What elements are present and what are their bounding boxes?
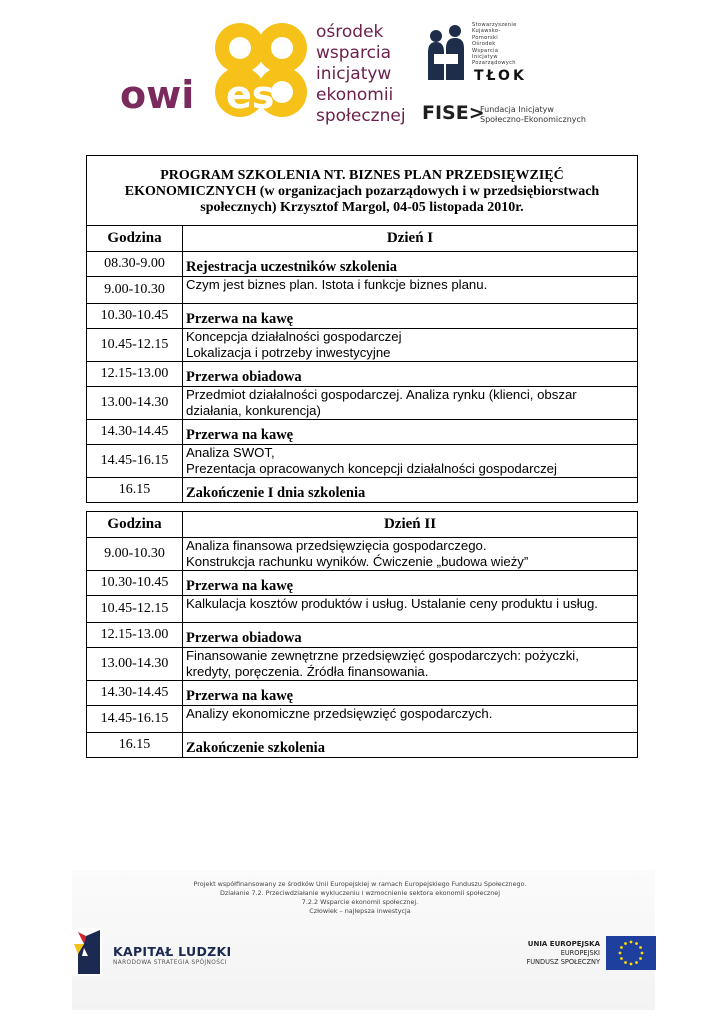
schedule-row xyxy=(87,277,638,304)
owies-logo-mark xyxy=(118,14,318,126)
schedule-row-break xyxy=(87,571,638,596)
description-line: Przerwa na kawę xyxy=(186,311,294,327)
schedule-row xyxy=(87,648,638,681)
description-line: Konstrukcja rachunku wyników. Ćwiczenie „budowa wieży” xyxy=(186,554,529,569)
break-label xyxy=(183,733,638,758)
time-slot: 9.00-10.30 xyxy=(87,538,183,571)
break-label xyxy=(183,252,638,277)
time-slot: 08.30-9.00 xyxy=(87,252,183,277)
time-slot: 12.15-13.00 xyxy=(87,623,183,648)
eu-star-icon xyxy=(639,946,642,949)
break-label xyxy=(183,478,638,503)
description-line: Analizy ekonomiczne przedsięwzięć gospodarczych. xyxy=(186,706,493,721)
funding-note: Projekt współfinansowany ze środków Unii Europejskiej w ramach Europejskiego Funduszu Społecznego. Działanie 7.2. Przeciwdziałanie wykluczeniu i wzmocnienie sektora ekonomii społecznej 7.2.2 Wsparcie ekonomii społecznej. Człowiek – najlepsza inwestycja xyxy=(193,880,527,915)
description-line: Zakończenie szkolenia xyxy=(186,740,325,756)
eu-star-icon xyxy=(639,957,642,960)
fise-name: Fundacja Inicjatyw Społeczno-Ekonomicznych xyxy=(480,105,586,124)
fise-logo xyxy=(422,102,602,132)
description-line: Przedmiot działalności gospodarczej. Analiza rynku (klienci, obszar xyxy=(186,387,577,402)
time-slot: 13.00-14.30 xyxy=(87,648,183,681)
fise-wordmark: FISE> xyxy=(422,102,485,124)
time-slot: 9.00-10.30 xyxy=(87,277,183,304)
kapital-ludzki-logo-icon xyxy=(72,928,102,976)
owies-name: ośrodek wsparcia inicjatyw ekonomii społecznej xyxy=(316,22,406,126)
description-line: kredyty, poręczenia. Źródła finansowania. xyxy=(186,664,429,679)
svg-text:owi: owi xyxy=(120,73,195,117)
time-slot: 10.45-12.15 xyxy=(87,329,183,362)
description-line: Przerwa na kawę xyxy=(186,427,294,443)
eu-star-icon xyxy=(620,946,623,949)
eu-fund-label: UNIA EUROPEJSKA EUROPEJSKI FUNDUSZ SPOŁECZNY xyxy=(526,940,600,966)
break-label xyxy=(183,420,638,445)
break-label xyxy=(183,571,638,596)
eu-flag-icon xyxy=(606,936,656,970)
session-description xyxy=(183,706,638,733)
tlok-name: Stowarzyszenie Kujawsko- Pomorski Ośrodek Wsparcia Inicjatyw Pozarządowych xyxy=(472,22,517,67)
description-line: Zakończenie I dnia szkolenia xyxy=(186,485,366,501)
description-line: Koncepcja działalności gospodarczej xyxy=(186,329,402,344)
day1-rows xyxy=(87,252,638,503)
schedule-row-break xyxy=(87,733,638,758)
session-description xyxy=(183,277,638,304)
description-line: Czym jest biznes plan. Istota i funkcje biznes planu. xyxy=(186,277,488,292)
description-line: Przerwa na kawę xyxy=(186,688,294,704)
description-line: Analiza finansowa przedsięwzięcia gospodarczego. xyxy=(186,538,487,553)
description-line: Prezentacja opracowanych koncepcji działalności gospodarczej xyxy=(186,461,557,476)
kapital-ludzki-subtitle: NARODOWA STRATEGIA SPÓJNOŚCI xyxy=(113,960,227,966)
description-line: Rejestracja uczestników szkolenia xyxy=(186,259,398,275)
schedule-row-break xyxy=(87,623,638,648)
description-line: działania, konkurencja) xyxy=(186,403,321,418)
time-slot: 14.30-14.45 xyxy=(87,420,183,445)
eu-star-icon xyxy=(635,961,638,964)
schedule-table-day1 xyxy=(86,155,638,503)
time-slot: 10.30-10.45 xyxy=(87,571,183,596)
time-slot: 13.00-14.30 xyxy=(87,387,183,420)
eu-star-icon xyxy=(620,957,623,960)
time-slot: 12.15-13.00 xyxy=(87,362,183,387)
owies-logo xyxy=(118,14,418,126)
schedule-row-break xyxy=(87,420,638,445)
description-line: Lokalizacja i potrzeby inwestycyjne xyxy=(186,345,391,360)
description-line: Przerwa na kawę xyxy=(186,578,294,594)
eu-star-icon xyxy=(624,942,627,945)
schedule-row xyxy=(87,596,638,623)
svg-text:es: es xyxy=(226,73,275,117)
eu-star-icon xyxy=(635,942,638,945)
kapital-ludzki-title: KAPITAŁ LUDZKI xyxy=(113,944,232,959)
schedule-row xyxy=(87,706,638,733)
session-description xyxy=(183,445,638,478)
column-header-time: Godzina xyxy=(87,512,183,538)
session-description xyxy=(183,648,638,681)
schedule-row xyxy=(87,445,638,478)
break-label xyxy=(183,304,638,329)
session-description xyxy=(183,538,638,571)
time-slot: 16.15 xyxy=(87,733,183,758)
session-description xyxy=(183,329,638,362)
column-header-time: Godzina xyxy=(87,226,183,252)
time-slot: 14.45-16.15 xyxy=(87,706,183,733)
session-description xyxy=(183,596,638,623)
eu-star-icon xyxy=(641,952,644,955)
time-slot: 14.45-16.15 xyxy=(87,445,183,478)
description-line: Przerwa obiadowa xyxy=(186,630,302,646)
eu-star-icon xyxy=(630,941,633,944)
session-description xyxy=(183,387,638,420)
schedule-row-break xyxy=(87,478,638,503)
schedule-row-break xyxy=(87,362,638,387)
schedule-row xyxy=(87,387,638,420)
break-label xyxy=(183,623,638,648)
description-line: Przerwa obiadowa xyxy=(186,369,302,385)
description-line: Kalkulacja kosztów produktów i usług. Ustalanie ceny produktu i usług. xyxy=(186,596,598,611)
table-header-row xyxy=(87,512,638,538)
table-header-row xyxy=(87,226,638,252)
tlok-logo xyxy=(424,22,544,86)
tlok-crowd-icon xyxy=(424,22,468,82)
column-header-day: Dzień II xyxy=(183,512,638,538)
schedule-row-break xyxy=(87,681,638,706)
column-header-day: Dzień I xyxy=(183,226,638,252)
schedule-row xyxy=(87,538,638,571)
time-slot: 16.15 xyxy=(87,478,183,503)
description-line: Analiza SWOT, xyxy=(186,445,275,460)
program-title-row xyxy=(87,156,638,226)
schedule-table-day2 xyxy=(86,511,638,758)
program-title: PROGRAM SZKOLENIA NT. BIZNES PLAN PRZEDSIĘWZIĘĆ EKONOMICZNYCH (w organizacjach pozarządowych i w przedsiębiorstwach społecznych) Krzysztof Margol, 04-05 listopada 2010r. xyxy=(87,156,638,226)
day2-rows xyxy=(87,538,638,758)
eu-star-icon xyxy=(619,952,622,955)
schedule-row xyxy=(87,329,638,362)
eu-star-icon xyxy=(624,961,627,964)
schedule-row-break xyxy=(87,252,638,277)
time-slot: 10.30-10.45 xyxy=(87,304,183,329)
tlok-wordmark: TŁOK xyxy=(474,68,527,84)
break-label xyxy=(183,362,638,387)
description-line: Finansowanie zewnętrzne przedsięwzięć gospodarczych: pożyczki, xyxy=(186,648,579,663)
time-slot: 14.30-14.45 xyxy=(87,681,183,706)
schedule-row-break xyxy=(87,304,638,329)
time-slot: 10.45-12.15 xyxy=(87,596,183,623)
break-label xyxy=(183,681,638,706)
eu-star-icon xyxy=(630,963,633,966)
